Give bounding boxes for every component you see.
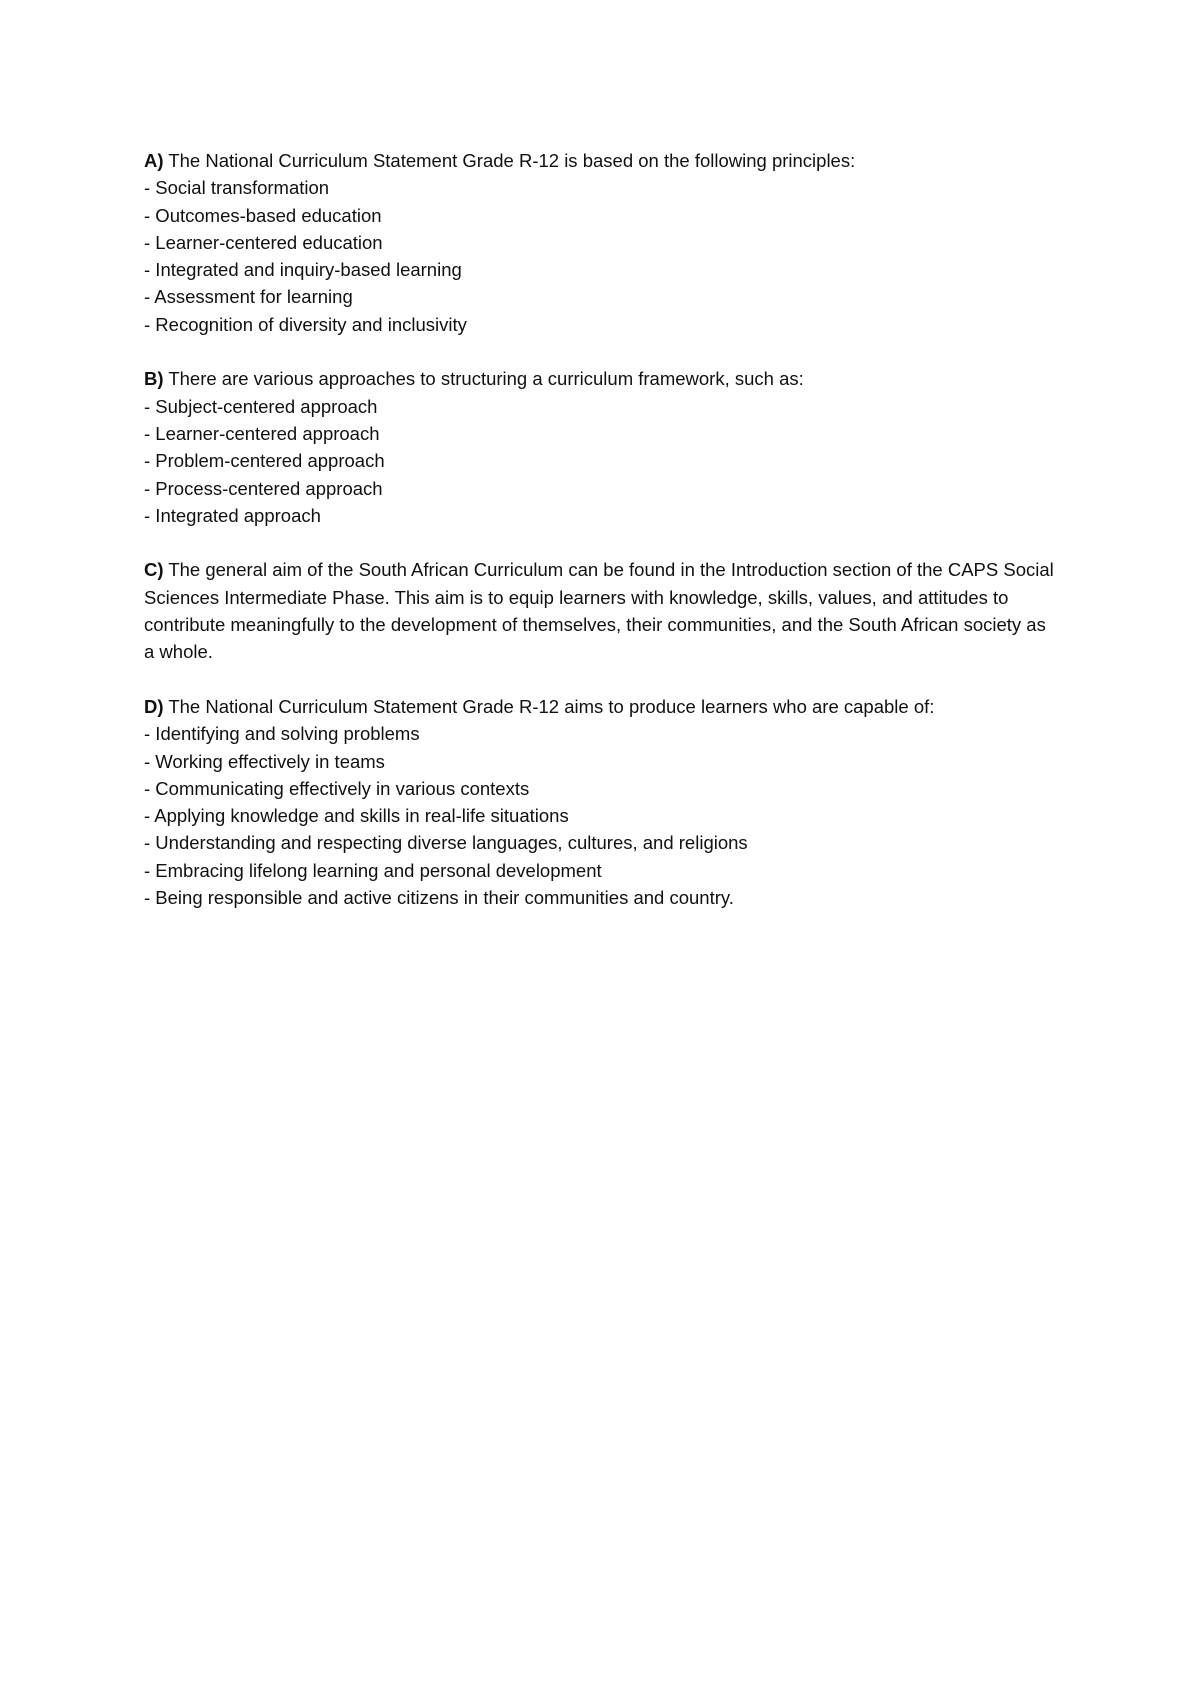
section-c [144, 556, 1064, 665]
list-item: - Outcomes-based education [144, 204, 382, 226]
section-d [144, 693, 1064, 911]
section-a-list [144, 174, 1064, 338]
section-b-letter: B) [144, 368, 164, 390]
list-item: - Recognition of diversity and inclusivity [144, 313, 467, 335]
section-d-heading [144, 693, 1064, 720]
section-b-heading [144, 365, 1064, 392]
section-d-letter: D) [144, 695, 164, 717]
document-body [144, 147, 1064, 939]
list-item: - Understanding and respecting diverse languages, cultures, and religions [144, 832, 748, 854]
section-d-list [144, 720, 1064, 911]
list-item: - Being responsible and active citizens in their communities and country. [144, 887, 734, 909]
section-c-intro: The general aim of the South African Curriculum can be found in the Introduction section of the CAPS Social Sciences Intermediate Phase. This aim is to equip learners with knowledge, skills, values, and attitudes to contribute meaningfully to the development of themselves, their communities, and the South African society as a whole. [144, 559, 1054, 663]
list-item: - Social transformation [144, 177, 330, 199]
list-item: - Applying knowledge and skills in real-life situations [144, 805, 569, 827]
list-item: - Assessment for learning [144, 286, 353, 308]
section-a [144, 147, 1064, 338]
list-item: - Learner-centered education [144, 231, 383, 253]
section-c-letter: C) [144, 559, 164, 581]
section-a-heading [144, 147, 1064, 174]
section-b [144, 365, 1064, 529]
section-a-intro: The National Curriculum Statement Grade R-12 is based on the following principles: [163, 150, 856, 171]
section-d-intro: The National Curriculum Statement Grade R-12 aims to produce learners who are capable of: [163, 695, 935, 717]
list-item: - Integrated and inquiry-based learning [144, 259, 462, 281]
list-item: - Problem-centered approach [144, 450, 385, 472]
section-a-letter: A) [144, 150, 164, 171]
list-item: - Communicating effectively in various contexts [144, 777, 530, 799]
list-item: - Subject-centered approach [144, 395, 378, 417]
list-item: - Identifying and solving problems [144, 723, 420, 745]
section-b-intro: There are various approaches to structuring a curriculum framework, such as: [163, 368, 804, 390]
section-b-list [144, 393, 1064, 529]
list-item: - Process-centered approach [144, 477, 383, 499]
section-c-paragraph [144, 556, 1059, 665]
list-item: - Learner-centered approach [144, 422, 380, 444]
list-item: - Integrated approach [144, 504, 321, 526]
list-item: - Working effectively in teams [144, 750, 385, 772]
list-item: - Embracing lifelong learning and personal development [144, 859, 602, 881]
